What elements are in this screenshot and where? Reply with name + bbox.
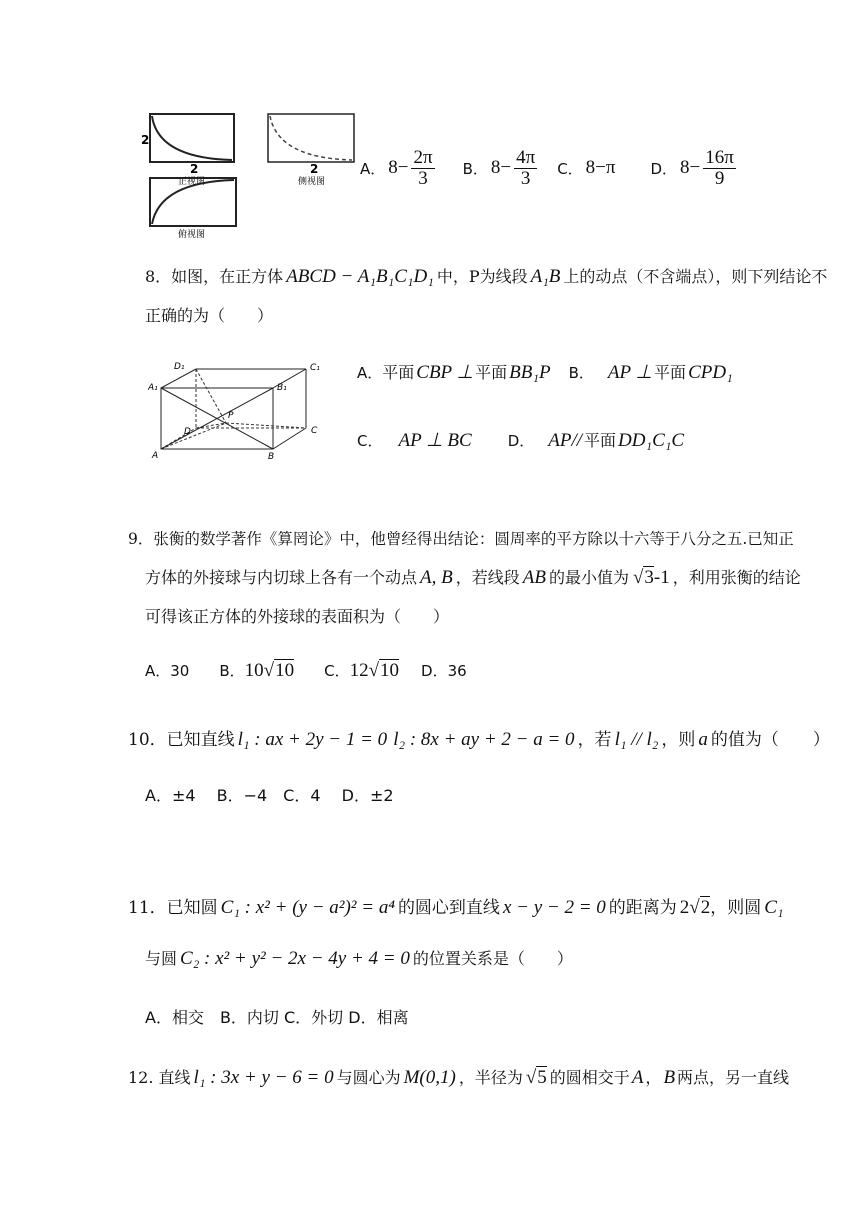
q11-line1: 11．已知圆 C₁ : x² + (y − a²)² = a⁴ 的圆心到直线 x − y − 2 = 0 的距离为 2 √2 ，则圆 C₁: [128, 897, 784, 918]
q8-options-row1: A． 平面 CBP ⊥ 平面 BB₁P B． AP ⊥ 平面 CPD₁: [357, 362, 733, 383]
q8-option-a-letter: A．: [357, 364, 383, 382]
q9-line2: 方体的外接球与内切球上各有一个动点 A, B ，若线段 AB 的最小值为 √3 -1 ，利用张衡的结论: [145, 567, 801, 588]
label-b: B: [268, 452, 275, 462]
q12-line1: 12. 直线 l₁ : 3x + y − 6 = 0 与圆心为 M(0,1) ，半径为 √5 的圆相交于 A ， B 两点，另一直线: [128, 1067, 790, 1088]
label-d: D: [184, 427, 191, 437]
q8-option-d-letter: D．: [507, 432, 535, 450]
q8-line1: 8．如图，在正方体 ABCD − A₁B₁C₁D₁ 中，P为线段 A₁B 上的动点（不含端点），则下列结论不: [145, 266, 828, 287]
top-view-label: 俯视图: [178, 230, 206, 240]
q7-option-a: A． 8− $\frac{2\pi}{3}$: [360, 147, 433, 189]
side-view-curve: [270, 116, 352, 160]
front-dim-left: 2: [141, 133, 150, 147]
q7-option-b: B． 8− $\frac{4\pi}{3}$: [462, 147, 536, 189]
cube-figure: [148, 360, 328, 462]
q11-line2: 与圆 C₂ : x² + y² − 2x − 4y + 4 = 0 的位置关系是（ ）: [145, 948, 573, 969]
q8-line2: 正确的为（ ）: [145, 306, 274, 325]
front-view-curve: [152, 116, 232, 160]
side-view-label: 侧视图: [298, 177, 326, 187]
label-a: A: [152, 451, 159, 461]
q10-line1: 10．已知直线 l₁ : ax + 2y − 1 = 0 l₂ : 8x + ay + 2 − a = 0 ，若 l₁ // l₂ ，则 a 的值为（ ）: [128, 729, 830, 750]
q11-options: A．相交 B．内切 C．外切 D．相离: [145, 1008, 409, 1027]
q8-option-c-letter: C．: [357, 432, 383, 450]
front-view-label: 正视图: [178, 177, 206, 187]
q10-options: A．±4 B．−4 C．4 D．±2: [145, 786, 394, 805]
q9-options: A． 30 B． 10 √10 C． 12 √10 D． 36: [145, 660, 467, 681]
q9-line1: 9．张衡的数学著作《算罔论》中，他曾经得出结论：圆周率的平方除以十六等于八分之五.已知正: [128, 530, 794, 548]
front-dim-bottom: 2: [190, 162, 199, 176]
three-view-svg: [138, 112, 360, 240]
label-d1: D₁: [174, 362, 185, 372]
q7-option-c: C． 8−π: [557, 157, 616, 179]
label-c: C: [311, 426, 318, 436]
label-c1: C₁: [310, 363, 320, 373]
q8-option-b-letter: B．: [568, 364, 594, 382]
q7-options: [360, 148, 750, 189]
side-dim-bottom: 2: [310, 162, 319, 176]
label-b1: B₁: [277, 383, 287, 393]
q8-options-row2: C． AP ⊥ BC D． AP// 平面 DD₁C₁C: [357, 430, 685, 451]
label-a1: A₁: [148, 383, 158, 393]
q7-option-d: D． 8− $\frac{16\pi}{9}$: [650, 147, 734, 189]
q9-line3: 可得该正方体的外接球的表面积为（ ）: [145, 607, 450, 626]
label-p: P: [228, 411, 234, 421]
